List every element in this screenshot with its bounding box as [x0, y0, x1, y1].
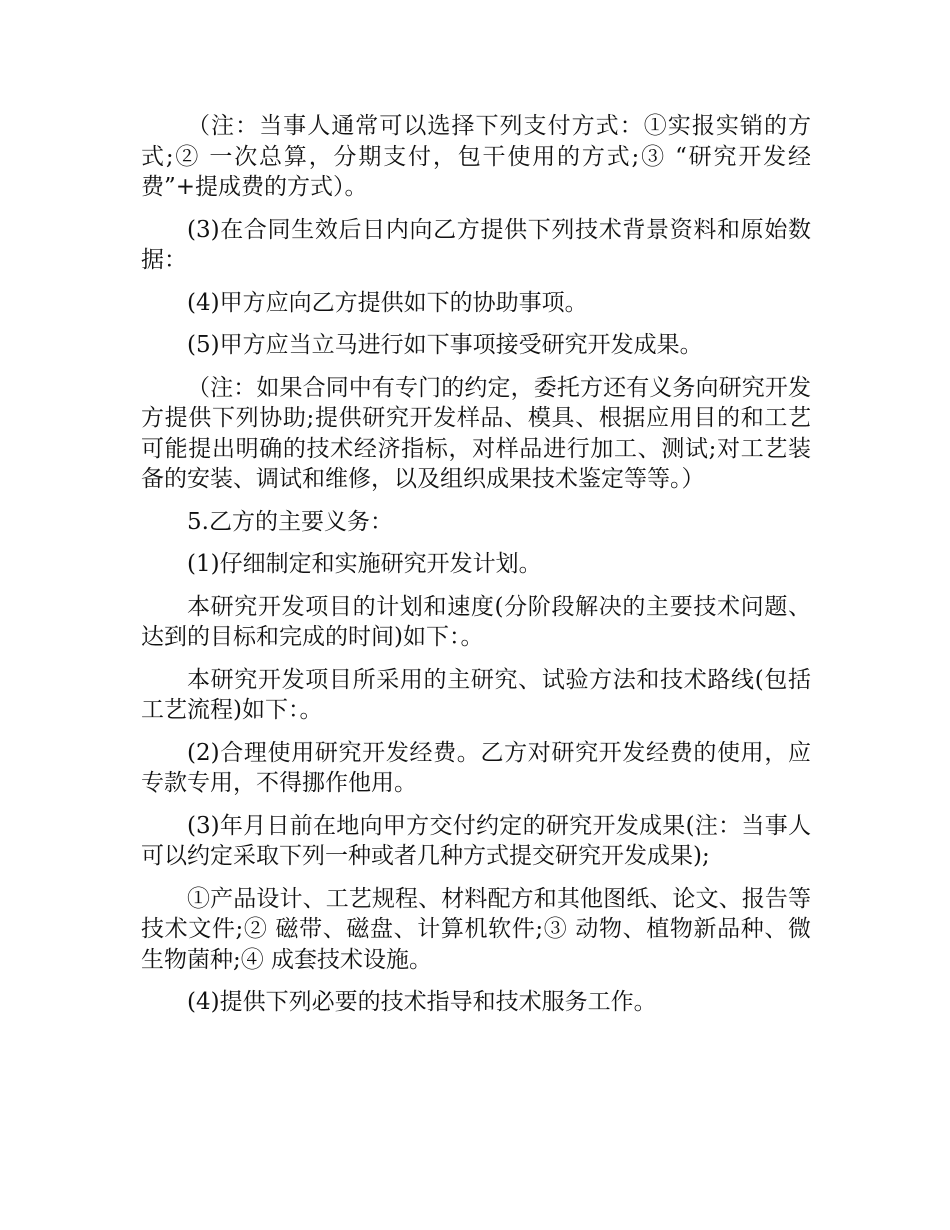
clause-a3-background-data: (3)在合同生效后日内向乙方提供下列技术背景资料和原始数据： [141, 216, 811, 273]
clause-a4-assistance: (4)甲方应向乙方提供如下的协助事项。 [187, 289, 588, 316]
clause-b2-funds: (2)合理使用研究开发经费。乙方对研究开发经费的使用，应专款专用，不得挪作他用。 [141, 739, 811, 796]
document-page [141, 111, 811, 1030]
section-5-heading: 5.乙方的主要义务： [187, 508, 393, 535]
clause-b1-plan: (1)仔细制定和实施研究开发计划。 [187, 551, 542, 577]
assistance-note: （注：如果合同中有专门的约定，委托方还有义务向研究开发方提供下列协助;提供研究开发样品、模具、根据应用目的和工艺可能提出明确的技术经济指标，对样品进行加工、测试;对工艺装备的安装、调试和维修，以及组织成果技术鉴定等等。） [141, 374, 811, 492]
clause-a5-accept-results: (5)甲方应当立马进行如下事项接受研究开发成果。 [187, 332, 703, 358]
delivery-forms-list: ①产品设计、工艺规程、材料配方和其他图纸、论文、报告等技术文件;② 磁带、磁盘、计算机软件;③ 动物、植物新品种、微生物菌种;④ 成套技术设施。 [141, 885, 811, 973]
clause-b3-delivery: (3)年月日前在地向甲方交付约定的研究开发成果(注：当事人可以约定采取下列一种或者几种方式提交研究开发成果); [141, 812, 811, 869]
plan-schedule: 本研究开发项目的计划和速度(分阶段解决的主要技术问题、达到的目标和完成的时间)如下：。 [141, 593, 811, 650]
clause-b4-guidance: (4)提供下列必要的技术指导和技术服务工作。 [187, 989, 657, 1015]
methods-route: 本研究开发项目所采用的主研究、试验方法和技术路线(包括工艺流程)如下：。 [141, 666, 811, 723]
payment-method-note: （注：当事人通常可以选择下列支付方式：①实报实销的方式;② 一次总算，分期支付，包干使用的方式;③ “研究开发经费”+提成费的方式）。 [141, 113, 811, 200]
